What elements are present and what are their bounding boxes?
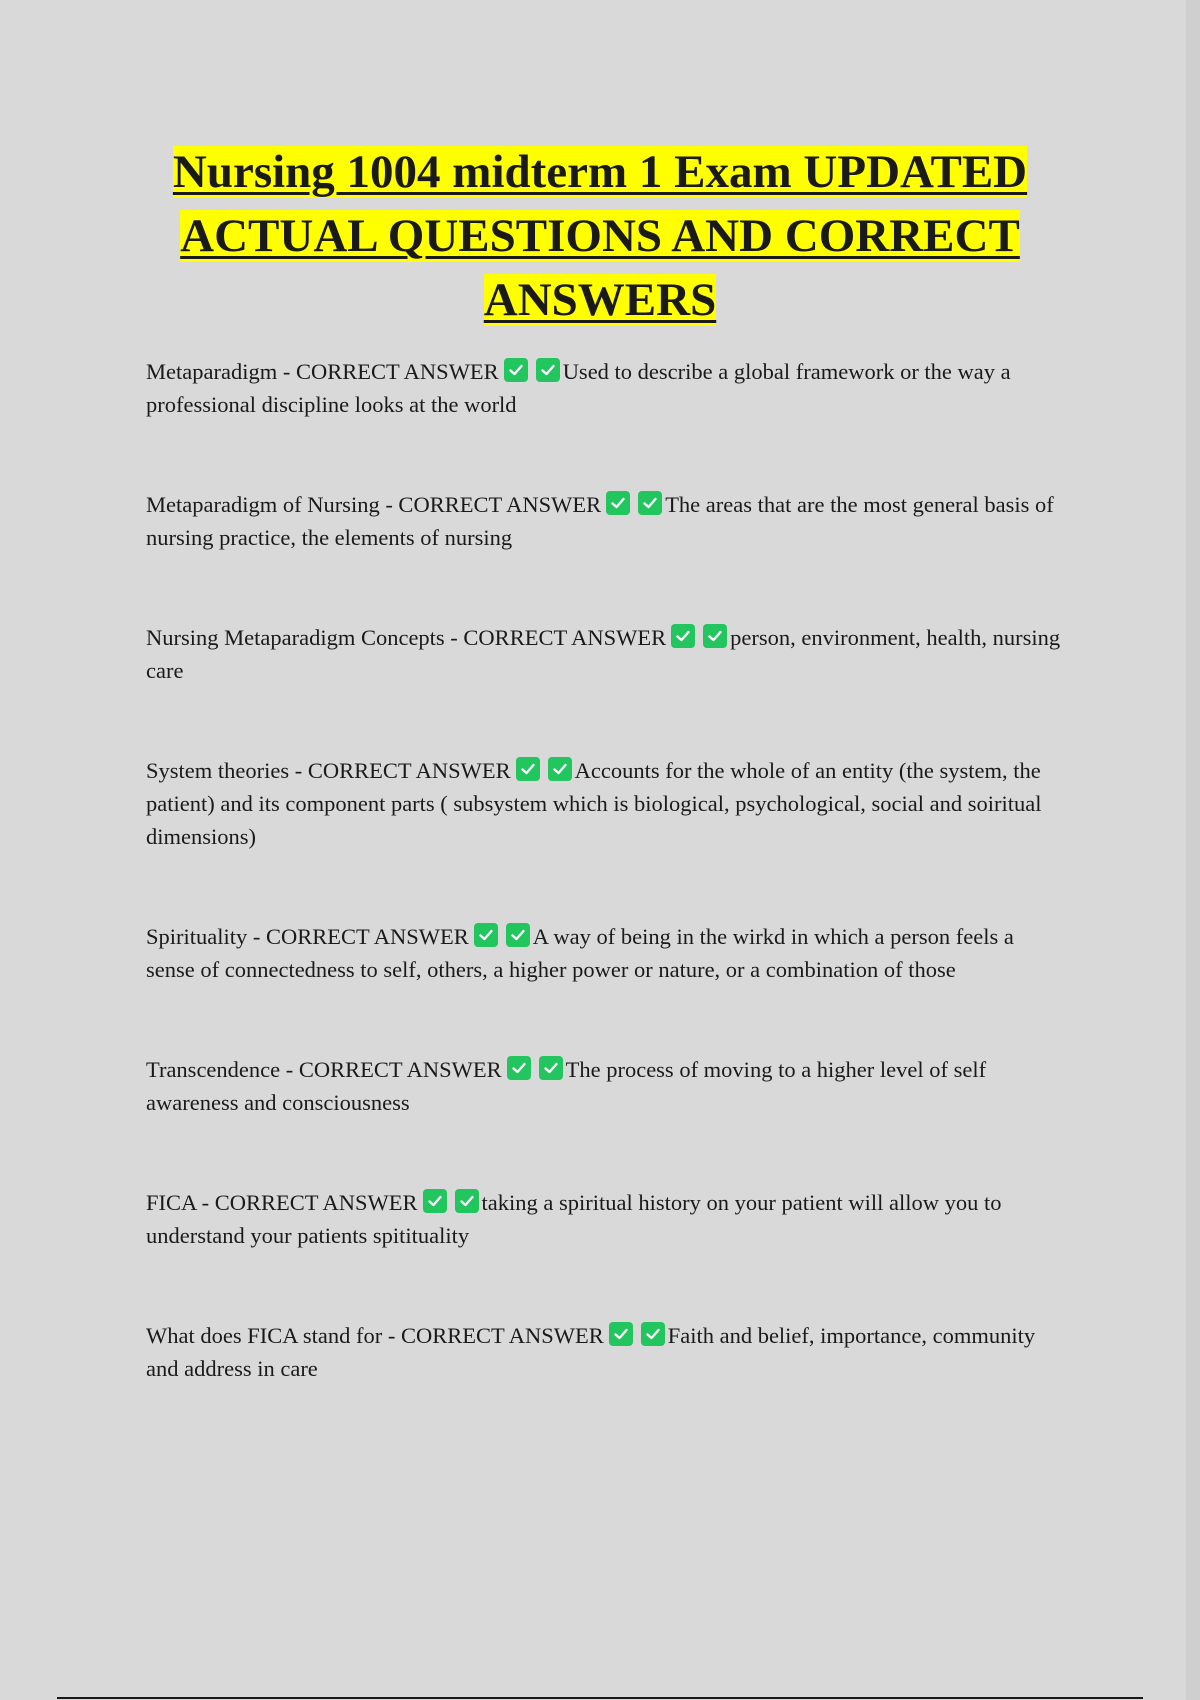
document-title-text: Nursing 1004 midterm 1 Exam UPDATED ACTUAL QUESTIONS AND CORRECT ANSWERS	[172, 146, 1028, 326]
check-mark-icon	[516, 757, 540, 781]
check-mark-icon	[548, 757, 572, 781]
question-term: Metaparadigm of Nursing - CORRECT ANSWER	[146, 492, 602, 517]
question-term: Spirituality - CORRECT ANSWER	[146, 924, 469, 949]
check-mark-icon	[539, 1056, 563, 1080]
check-mark-icon	[423, 1189, 447, 1213]
check-mark-icon	[638, 491, 662, 515]
check-mark-icon	[536, 358, 560, 382]
check-mark-icon	[703, 624, 727, 648]
answer-text: Faith and belief, importance, community and address in care	[146, 1323, 1036, 1381]
check-mark-icon	[641, 1322, 665, 1346]
check-mark-icon	[474, 923, 498, 947]
qa-item	[146, 1186, 1066, 1252]
qa-list	[146, 355, 1066, 1452]
question-term: Transcendence - CORRECT ANSWER	[146, 1057, 502, 1082]
answer-text: Accounts for the whole of an entity (the system, the patient) and its component parts ( subsystem which is biological, psychological, social and soiritual dimensions)	[146, 758, 1042, 849]
qa-item	[146, 754, 1066, 853]
question-term: What does FICA stand for - CORRECT ANSWER	[146, 1323, 604, 1348]
qa-item	[146, 1319, 1066, 1385]
footer-rule	[57, 1697, 1143, 1699]
check-mark-icon	[671, 624, 695, 648]
question-term: FICA - CORRECT ANSWER	[146, 1190, 418, 1215]
page-edge	[1186, 0, 1200, 1700]
answer-text: A way of being in the wirkd in which a person feels a sense of connectedness to self, others, a higher power or nature, or a combination of those	[146, 924, 1014, 982]
check-mark-icon	[609, 1322, 633, 1346]
question-term: System theories - CORRECT ANSWER	[146, 758, 511, 783]
answer-text: taking a spiritual history on your patient will allow you to understand your patients spitituality	[146, 1190, 1002, 1248]
qa-item	[146, 920, 1066, 986]
document-title	[140, 140, 1060, 332]
check-mark-icon	[506, 923, 530, 947]
answer-text: person, environment, health, nursing care	[146, 625, 1061, 683]
answer-text: The areas that are the most general basis of nursing practice, the elements of nursing	[146, 492, 1054, 550]
qa-item	[146, 1053, 1066, 1119]
qa-item	[146, 621, 1066, 687]
check-mark-icon	[504, 358, 528, 382]
check-mark-icon	[606, 491, 630, 515]
question-term: Nursing Metaparadigm Concepts - CORRECT ANSWER	[146, 625, 667, 650]
check-mark-icon	[507, 1056, 531, 1080]
answer-text: Used to describe a global framework or the way a professional discipline looks at the world	[146, 359, 1011, 417]
qa-item	[146, 355, 1066, 421]
answer-text: The process of moving to a higher level of self awareness and consciousness	[146, 1057, 987, 1115]
qa-item	[146, 488, 1066, 554]
check-mark-icon	[455, 1189, 479, 1213]
question-term: Metaparadigm - CORRECT ANSWER	[146, 359, 499, 384]
